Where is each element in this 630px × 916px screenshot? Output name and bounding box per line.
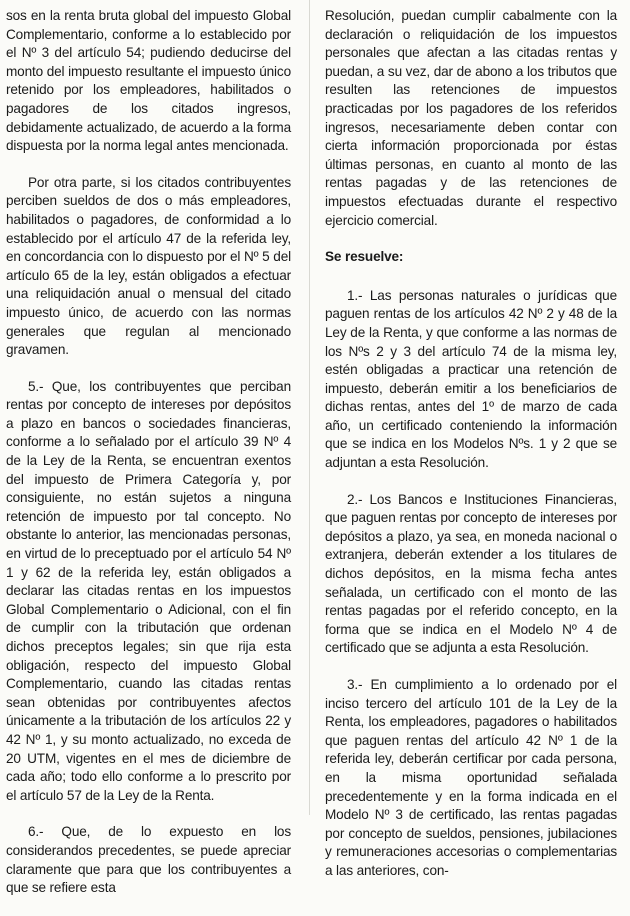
right-column bbox=[325, 7, 617, 899]
left-column bbox=[6, 7, 291, 916]
paragraph: 5.- Que, los contribuyentes que perciban rentas por concepto de intereses por depósitos a plazo en bancos o sociedades financieras, conforme a lo señalado por el artículo 39 Nº 4 de la Ley de la Renta, se encuentran exentos del impuesto de Primera Categoría y, por consiguiente, no están sujetos a ninguna retención de impuesto por tal concepto. No obstante lo anterior, las mencionadas personas, en virtud de lo preceptuado por el artículo 54 Nº 1 y 62 de la referida ley, están obligados a declarar las citadas rentas en los impuestos Global Complementario o Adicional, con el fin de cumplir con la tributación que ordenan dichos preceptos legales; sin que rija esta obligación, respecto del impuesto Global Complementario, cuando las citadas rentas sean obtenidas por contribuyentes afectos únicamente a la tributación de los artículos 22 y 42 Nº 1, y su monto actualizado, no exceda de 20 UTM, vigentes en el mes de diciembre de cada año; todo ello conforme a lo prescrito por el artículo 57 de la Ley de la Renta. bbox=[6, 378, 291, 803]
column-divider bbox=[309, 0, 310, 815]
paragraph: 1.- Las personas naturales o jurídicas que paguen rentas de los artículos 42 Nº 2 y 48 de la Ley de la Renta, y que conforme a las normas de los Nºs 2 y 3 del artículo 74 de la misma ley, estén obligadas a practicar una retención de impuesto, deberán emitir a los beneficiarios de dichas rentas, antes del 1º de marzo de cada año, un certificado conteniendo la información que se indica en los Modelos Nºs. 1 y 2 que se adjuntan a esta Resolución. bbox=[325, 287, 617, 471]
paragraph: sos en la renta bruta global del impuesto Global Complementario, conforme a lo establecido por el Nº 3 del artículo 54; pudiendo deducirse del monto del impuesto resultante el impuesto único retenido por los empleadores, habilitados o pagadores de los citados ingresos, debidamente actualizado, de acuerdo a la forma dispuesta por la norma legal antes mencionada. bbox=[6, 8, 291, 154]
paragraph: Resolución, puedan cumplir cabalmente con la declaración o reliquidación de los impuestos personales que afectan a las citadas rentas y puedan, a su vez, dar de abono a los tributos que resulten las retenciones de impuestos practicadas por los pagadores de los referidos ingresos, necesariamente deben contar con cierta información proporcionada por éstas últimas personas, en cuanto al monto de las rentas pagadas y de las retenciones de impuestos efectuadas durante el respectivo ejercicio comercial. bbox=[325, 8, 617, 228]
paragraph: 2.- Los Bancos e Instituciones Financieras, que paguen rentas por concepto de intereses por depósitos a plazo, ya sea, en moneda nacional o extranjera, deberán extender a los titulares de dichos depósitos, en la misma fecha antes señalada, un certificado con el monto de las rentas pagadas por el referido concepto, en la forma que se indica en el Modelo Nº 4 de certificado que se adjunta a esta Resolución. bbox=[325, 491, 617, 656]
paragraph: 6.- Que, de lo expuesto en los considerandos precedentes, se puede apreciar claramente que para que los contribuyentes a que se refiere esta bbox=[6, 824, 291, 896]
paragraph: Por otra parte, si los citados contribuyentes perciben sueldos de dos o más empleadores, habilitados o pagadores, de conformidad a lo establecido por el artículo 47 de la referida ley, en concordancia con lo dispuesto por el Nº 5 del artículo 65 de la ley, están obligados a efectuar una reliquidación anual o mensual del citado impuesto único, de acuerdo con las normas generales que regulan al mencionado gravamen. bbox=[6, 174, 291, 358]
paragraph: 3.- En cumplimiento a lo ordenado por el inciso tercero del artículo 101 de la Ley de la Renta, los empleadores, pagadores o habilitados que paguen rentas del artículo 42 Nº 1 de la referida ley, deberán certificar por cada persona, en la misma oportunidad señalada precedentemente y en la forma indicada en el Modelo Nº 3 de certificado, las rentas pagadas por concepto de sueldos, pensiones, jubilaciones y remuneraciones accesorias o complementarias a las anteriores, con- bbox=[325, 677, 617, 878]
section-heading: Se resuelve: bbox=[325, 249, 404, 265]
